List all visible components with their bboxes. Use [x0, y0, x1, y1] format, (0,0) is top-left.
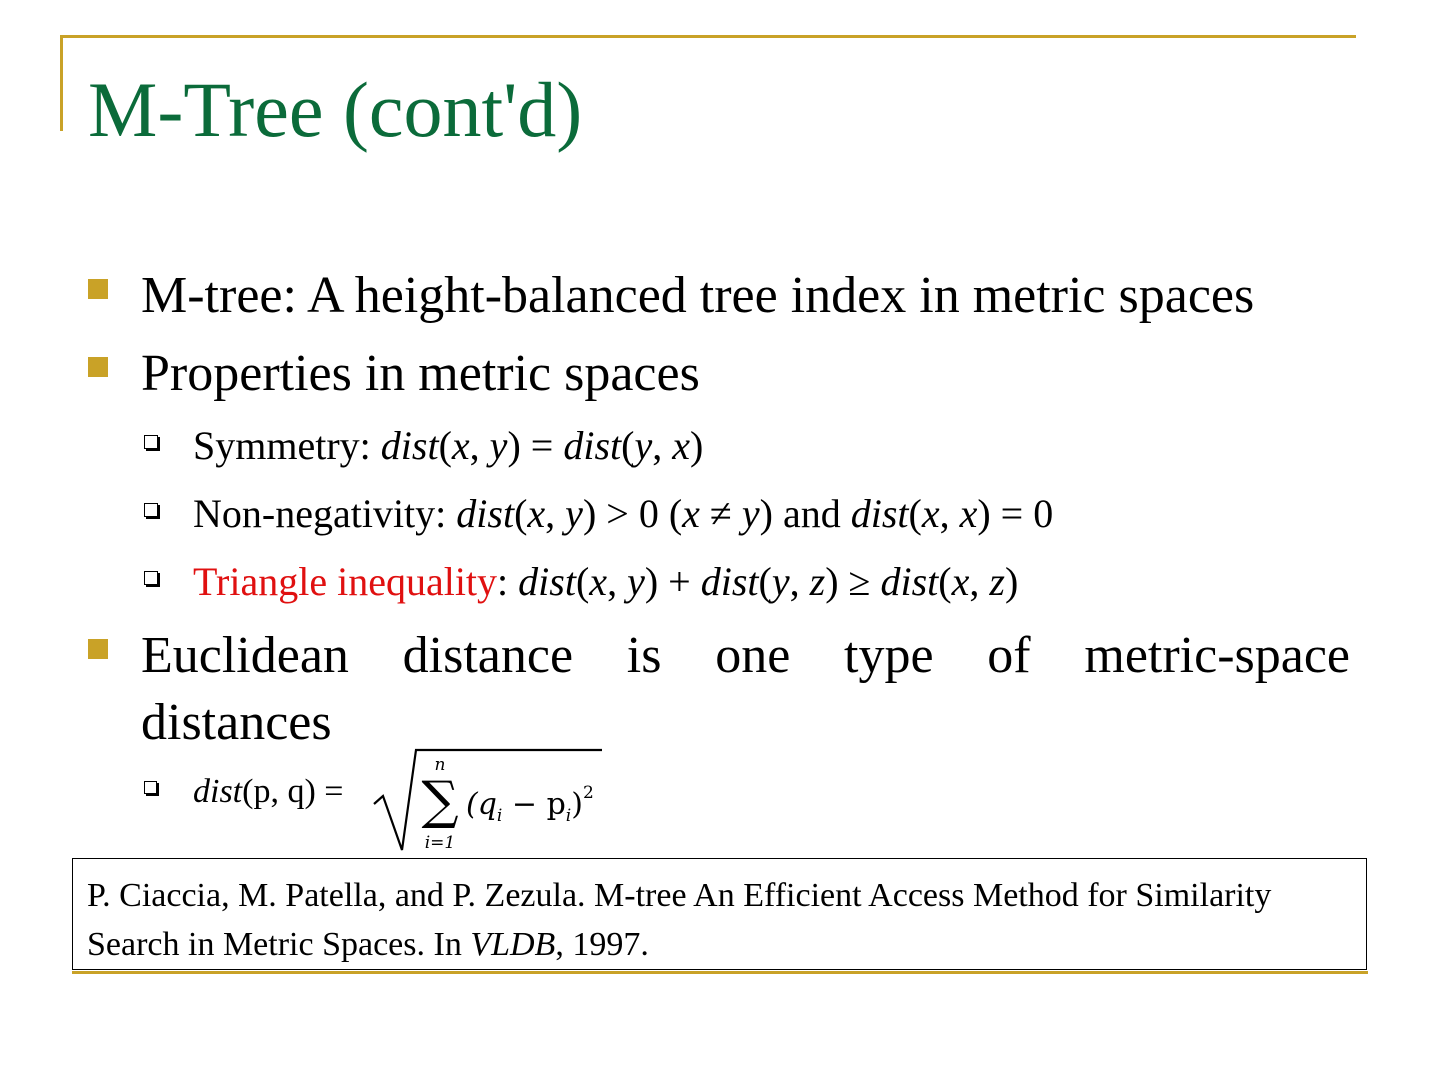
formula-minus-p: − p	[502, 787, 566, 822]
bullet-text-line1: Euclidean distance is one type of metric-space	[141, 627, 1350, 684]
sum-lower-limit: i=1	[424, 833, 456, 853]
square-bullet-icon	[88, 279, 108, 299]
formula-power: 2	[582, 783, 594, 803]
formula-close: )	[571, 787, 583, 822]
hollow-square-bullet-icon	[144, 571, 158, 585]
reference-box	[72, 858, 1367, 970]
non-negativity-label: Non-negativity:	[193, 491, 457, 536]
sub-bullet-non-negativity: Non-negativity: dist(x, y) > 0 (x ≠ y) and dist(x, x) = 0	[141, 486, 1350, 542]
title-rule-vertical	[60, 35, 63, 131]
formula-q: (q	[466, 787, 497, 822]
sub-bullet-symmetry: Symmetry: dist(x, y) = dist(y, x)	[141, 418, 1350, 474]
footer-rule	[72, 971, 1368, 974]
slide-title: M-Tree (cont'd)	[88, 66, 583, 153]
square-bullet-icon	[88, 357, 108, 377]
triangle-inequality-label: Triangle inequality	[193, 559, 498, 604]
title-rule-horizontal	[60, 35, 1356, 38]
dist-arguments: (p, q) =	[242, 773, 344, 810]
square-bullet-icon	[88, 639, 108, 659]
formula-sub-i1: i	[496, 806, 503, 826]
sub-bullet-triangle-inequality: Triangle inequality: dist(x, y) + dist(y, z) ≥ dist(x, z)	[141, 554, 1350, 610]
reference-text: P. Ciaccia, M. Patella, and P. Zezula. M-tree An Efficient Access Method for Similarity Search in Metric Spaces. In	[87, 877, 1272, 963]
bullet-metric-properties	[88, 340, 1350, 408]
hollow-square-bullet-icon	[144, 503, 158, 517]
dist-function-label: dist	[193, 773, 243, 810]
formula-body	[466, 783, 594, 826]
hollow-square-bullet-icon	[144, 781, 157, 794]
reference-year: , 1997.	[555, 926, 649, 963]
bullet-euclidean-distance	[88, 622, 1350, 756]
summation-symbol: ∑	[421, 771, 459, 831]
symmetry-label: Symmetry:	[193, 423, 381, 468]
bullet-text-line2: distances	[141, 694, 332, 751]
bullet-text: Properties in metric spaces	[141, 345, 700, 402]
hollow-square-bullet-icon	[144, 435, 158, 449]
euclidean-formula	[370, 744, 606, 856]
formula-sub-i2: i	[565, 806, 572, 826]
sum-upper-limit: n	[434, 755, 446, 775]
bullet-mtree-definition	[88, 262, 1350, 330]
reference-venue: VLDB	[470, 926, 556, 963]
slide-content	[88, 262, 1350, 830]
bullet-text: M-tree: A height-balanced tree index in metric spaces	[141, 267, 1255, 324]
sub-bullet-euclidean-formula	[141, 766, 1350, 818]
